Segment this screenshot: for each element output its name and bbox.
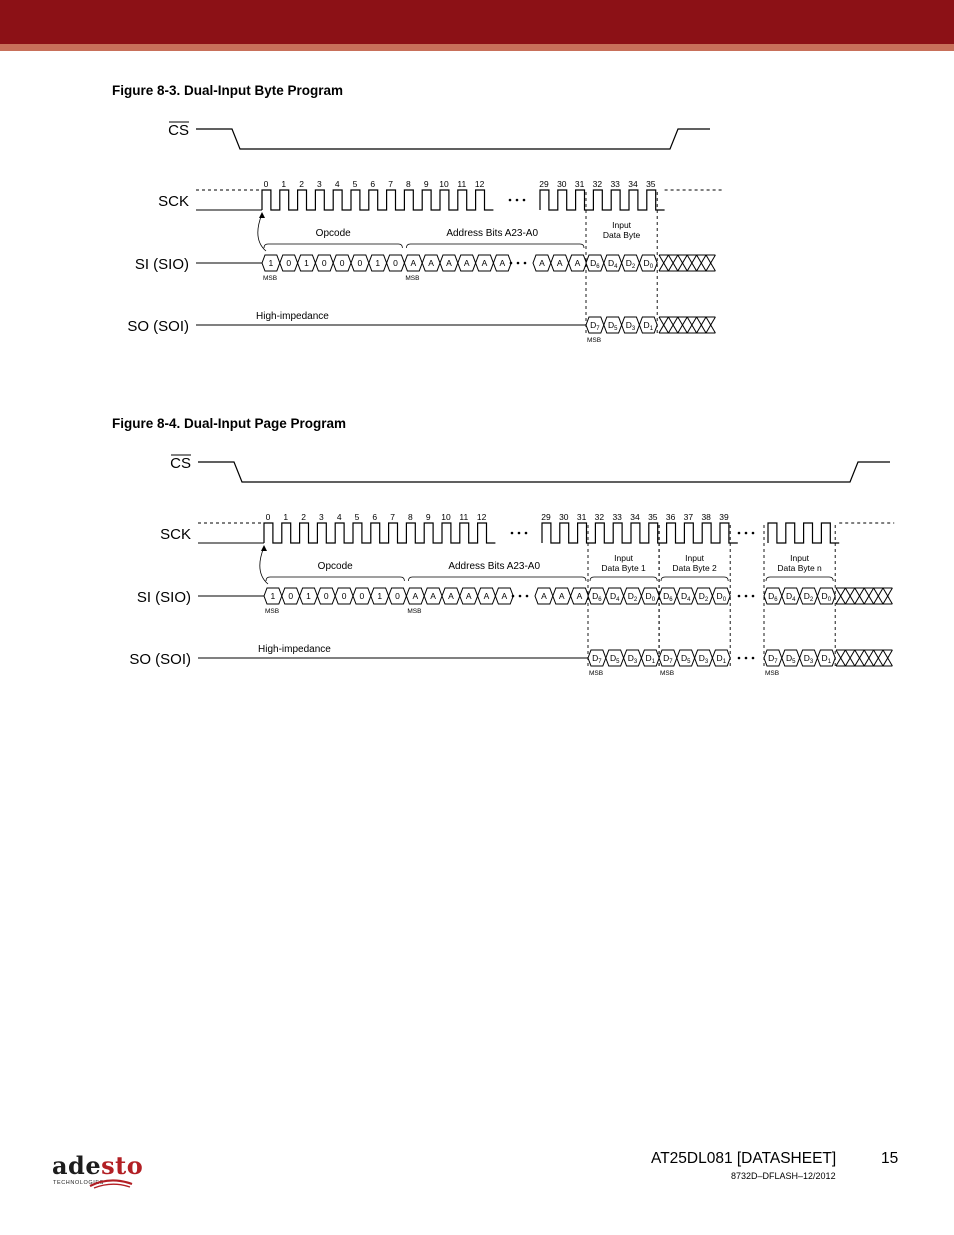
so-dont-care: [864, 650, 873, 666]
so-msb-label: MSB: [764, 670, 780, 677]
so-data-cell-label: $D_7$: [590, 320, 600, 332]
clock-cycle-number: 7: [388, 179, 393, 189]
document-title: AT25DL081 [DATASHEET]: [651, 1150, 837, 1167]
clock-cycle-number: 37: [683, 512, 694, 522]
so-dont-care: [668, 317, 677, 333]
si-data-cell-label: $D_4$: [609, 591, 620, 603]
so-data-cell-label: $D_7$: [592, 653, 602, 665]
sck-clock-group-1: [540, 190, 665, 210]
si-bit-cell-label: A: [465, 591, 472, 601]
si-data-cell-label: $D_6$: [592, 591, 602, 603]
si-bit-cell-label: A: [428, 258, 434, 268]
si-data-cell-label: $D_2$: [803, 591, 814, 603]
sck-clock-group-0: [262, 190, 493, 210]
si-bit-cell-label: A: [558, 591, 565, 601]
si-data-cell-label: $D_0$: [643, 258, 654, 270]
sck-signal-label: SCK: [160, 526, 191, 543]
si-bit-cell-label: A: [430, 591, 436, 601]
opcode-brace: [264, 244, 402, 248]
si-bit-cell-label: A: [499, 258, 506, 268]
si-bit-cell-label: A: [576, 591, 583, 601]
si-bit-cell-label: 0: [357, 258, 363, 268]
so-dont-care: [855, 650, 864, 666]
si-bit-cell-label: 0: [321, 258, 327, 268]
si-ellipsis: [517, 262, 520, 265]
clock-cycle-number: 39: [719, 512, 729, 522]
cs-signal-label: CS: [168, 122, 189, 139]
si-dont-care: [845, 588, 854, 604]
si-bit-cell-label: A: [446, 258, 452, 268]
si-data-cell-label: $D_0$: [716, 591, 727, 603]
so-dont-care: [678, 317, 687, 333]
clock-cycle-number: 12: [474, 179, 485, 189]
si-bit-cell-label: A: [501, 591, 508, 601]
so-data-cell-label: $D_1$: [716, 653, 727, 665]
cs-waveform: [198, 462, 890, 482]
so-signal-label: SO (SOI): [129, 651, 191, 668]
si-bit-cell-label: A: [539, 258, 545, 268]
si-data-cell-label: $D_2$: [698, 591, 709, 603]
si-bit-cell-label: 1: [304, 258, 309, 268]
si-dont-care: [883, 588, 892, 604]
si-bit-cell-label: 1: [375, 258, 381, 268]
address-brace: [406, 244, 584, 248]
so-dont-care: [883, 650, 892, 666]
sck-ellipsis: [518, 532, 521, 535]
si-data-cell-label: $D_0$: [645, 591, 656, 603]
si-ellipsis: [512, 595, 515, 598]
sck-ellipsis: [509, 199, 512, 202]
clock-cycle-number: 38: [701, 512, 711, 522]
clock-cycle-number: 32: [594, 512, 605, 522]
adesto-logo: adesto TECHNOLOGIES: [52, 1151, 144, 1186]
sck-signal-label: SCK: [158, 193, 189, 210]
clock-cycle-number: 33: [612, 512, 622, 522]
clock-cycle-number: 11: [457, 179, 467, 189]
clock-cycle-number: 0: [265, 512, 271, 522]
si-ellipsis: [526, 595, 529, 598]
input-byte-brace: [766, 577, 833, 581]
figure-8-3-title: Figure 8-3. Dual-Input Byte Program: [112, 83, 344, 98]
sck-ellipsis: [516, 199, 519, 202]
si-bit-cell-label: A: [483, 591, 490, 601]
clock-cycle-number: 29: [539, 179, 549, 189]
si-bit-cell-label: A: [448, 591, 454, 601]
opcode-msb-label: MSB: [262, 275, 278, 282]
data-ellipsis: [752, 657, 755, 660]
so-data-cell-label: $D_7$: [663, 653, 673, 665]
cs-waveform: [196, 129, 710, 149]
si-data-cell-label: $D_2$: [625, 258, 636, 270]
si-bit-cell-label: A: [556, 258, 563, 268]
clock-cycle-number: 30: [557, 179, 567, 189]
high-impedance-label: High-impedance: [258, 644, 331, 655]
document-code: 8732D–DFLASH–12/2012: [731, 1171, 836, 1181]
si-dont-care: [836, 588, 845, 604]
clock-cycle-number: 8: [408, 512, 413, 522]
si-signal-label: SI (SIO): [134, 256, 189, 273]
so-data-cell-label: $D_7$: [768, 653, 778, 665]
address-brace: [408, 577, 586, 581]
input-data-byte-label: Input: [790, 553, 810, 563]
clock-cycle-number: 11: [459, 512, 469, 522]
opcode-msb-label: MSB: [264, 608, 280, 615]
address-label: Address Bits A23-A0: [448, 561, 541, 572]
opcode-label: Opcode: [317, 561, 353, 572]
si-dont-care: [874, 588, 883, 604]
so-data-cell-label: $D_3$: [803, 653, 814, 665]
sck-ellipsis: [745, 532, 748, 535]
clock-cycle-number: 6: [370, 179, 376, 189]
page-number: 15: [881, 1150, 899, 1167]
sck-ellipsis: [511, 532, 514, 535]
sck-ellipsis: [738, 532, 741, 535]
clock-cycle-number: 35: [648, 512, 658, 522]
clock-cycle-number: 33: [610, 179, 620, 189]
clock-cycle-number: 3: [319, 512, 324, 522]
clock-cycle-number: 31: [574, 179, 585, 189]
so-data-cell-label: $D_5$: [607, 320, 618, 332]
input-data-byte-label: Data Byte 2: [672, 563, 717, 573]
clock-cycle-number: 10: [439, 179, 449, 189]
so-data-cell-label: $D_1$: [821, 653, 832, 665]
clock-cycle-number: 6: [372, 512, 378, 522]
clock-cycle-number: 34: [628, 179, 638, 189]
address-label: Address Bits A23-A0: [446, 228, 539, 239]
sck-ellipsis: [525, 532, 528, 535]
clock-cycle-number: 29: [541, 512, 551, 522]
data-ellipsis: [738, 595, 741, 598]
si-bit-cell-label: 0: [286, 258, 292, 268]
so-data-cell-label: $D_3$: [625, 320, 636, 332]
input-data-byte-label: Input: [685, 553, 705, 563]
clock-cycle-number: 32: [592, 179, 603, 189]
cs-signal-label: CS: [170, 455, 191, 472]
address-msb-label: MSB: [407, 608, 422, 615]
si-data-cell-label: $D_4$: [785, 591, 796, 603]
so-data-cell-label: $D_3$: [698, 653, 709, 665]
si-bit-cell-label: 0: [393, 258, 398, 268]
si-dont-care: [706, 255, 715, 271]
so-dont-care: [836, 650, 845, 666]
clock-cycle-number: 9: [425, 512, 431, 522]
si-bit-cell-label: A: [481, 258, 488, 268]
clock-cycle-number: 5: [352, 179, 358, 189]
clock-cycle-number: 0: [263, 179, 269, 189]
opcode-brace: [266, 577, 404, 581]
si-dont-care: [668, 255, 677, 271]
clock-cycle-number: 4: [334, 179, 340, 189]
si-bit-cell-label: 0: [359, 591, 365, 601]
si-data-cell-label: $D_6$: [590, 258, 600, 270]
si-dont-care: [678, 255, 687, 271]
input-data-byte-label: Input: [614, 553, 634, 563]
input-byte-brace: [661, 577, 728, 581]
si-bit-cell-label: A: [410, 258, 417, 268]
clock-cycle-number: 35: [646, 179, 656, 189]
clock-cycle-number: 12: [476, 512, 487, 522]
figure-8-4-timing-diagram: [0, 444, 954, 690]
si-bit-cell-label: A: [412, 591, 419, 601]
si-dont-care: [864, 588, 873, 604]
header-bar: [0, 0, 954, 44]
address-msb-label: MSB: [405, 275, 420, 282]
sck-clock-group-2: [768, 523, 839, 543]
so-dont-care: [845, 650, 854, 666]
so-data-cell-label: $D_5$: [609, 653, 620, 665]
data-ellipsis: [745, 657, 748, 660]
si-bit-cell-label: 1: [268, 258, 274, 268]
si-bit-cell-label: 1: [270, 591, 276, 601]
si-signal-label: SI (SIO): [136, 589, 191, 606]
si-bit-cell-label: 0: [341, 591, 347, 601]
header-stripe: [0, 44, 954, 51]
si-bit-cell-label: 0: [339, 258, 345, 268]
si-ellipsis: [510, 262, 513, 265]
sck-clock-group-1: [542, 523, 738, 543]
clock-cycle-number: 3: [317, 179, 322, 189]
opcode-label: Opcode: [315, 228, 351, 239]
so-data-cell-label: $D_1$: [643, 320, 654, 332]
sck-clock-group-0: [264, 523, 495, 543]
so-data-cell-label: $D_1$: [645, 653, 656, 665]
clock-cycle-number: 1: [281, 179, 287, 189]
figure-8-4-title: Figure 8-4. Dual-Input Page Program: [112, 416, 347, 431]
sck-ellipsis: [523, 199, 526, 202]
si-ellipsis: [524, 262, 527, 265]
input-byte-brace: [590, 577, 657, 581]
clock-cycle-number: 9: [423, 179, 429, 189]
high-impedance-label: High-impedance: [256, 311, 329, 322]
si-bit-cell-label: 1: [306, 591, 311, 601]
si-bit-cell-label: A: [574, 258, 581, 268]
clock-cycle-number: 10: [441, 512, 451, 522]
clock-cycle-number: 7: [390, 512, 395, 522]
clock-cycle-number: 1: [283, 512, 289, 522]
si-dont-care: [855, 588, 864, 604]
si-bit-cell-label: A: [541, 591, 547, 601]
so-dont-care: [874, 650, 883, 666]
clock-cycle-number: 34: [630, 512, 640, 522]
sck-ellipsis: [752, 532, 755, 535]
si-data-cell-label: $D_6$: [663, 591, 673, 603]
si-bit-cell-label: 0: [323, 591, 329, 601]
clock-cycle-number: 2: [299, 179, 304, 189]
si-dont-care: [697, 255, 706, 271]
si-data-cell-label: $D_0$: [821, 591, 832, 603]
clock-cycle-number: 36: [665, 512, 676, 522]
data-ellipsis: [738, 657, 741, 660]
input-data-byte-label: Data Byte: [602, 230, 641, 240]
data-ellipsis: [745, 595, 748, 598]
figure-8-3-timing-diagram: [0, 110, 954, 360]
si-data-cell-label: $D_4$: [607, 258, 618, 270]
si-bit-cell-label: A: [463, 258, 470, 268]
so-dont-care: [687, 317, 696, 333]
input-data-byte-label: Data Byte n: [777, 563, 822, 573]
so-data-cell-label: $D_5$: [785, 653, 796, 665]
so-signal-label: SO (SOI): [127, 318, 189, 335]
so-msb-label: MSB: [586, 337, 602, 344]
so-dont-care: [706, 317, 715, 333]
si-bit-cell-label: 1: [377, 591, 383, 601]
si-bit-cell-label: 0: [395, 591, 400, 601]
so-dont-care: [659, 317, 668, 333]
input-data-byte-label: Data Byte 1: [601, 563, 646, 573]
data-ellipsis: [752, 595, 755, 598]
so-data-cell-label: $D_5$: [680, 653, 691, 665]
si-dont-care: [659, 255, 668, 271]
clock-cycle-number: 2: [301, 512, 306, 522]
clock-cycle-number: 8: [406, 179, 411, 189]
clock-cycle-number: 30: [559, 512, 569, 522]
clock-arrow-head: [259, 212, 265, 218]
so-msb-label: MSB: [659, 670, 675, 677]
si-data-cell-label: $D_4$: [680, 591, 691, 603]
clock-cycle-number: 4: [336, 512, 342, 522]
clock-arrow-head: [261, 545, 267, 551]
clock-cycle-number: 31: [576, 512, 587, 522]
so-msb-label: MSB: [588, 670, 604, 677]
so-data-cell-label: $D_3$: [627, 653, 638, 665]
si-bit-cell-label: 0: [288, 591, 294, 601]
so-dont-care: [697, 317, 706, 333]
si-data-cell-label: $D_2$: [627, 591, 638, 603]
si-dont-care: [687, 255, 696, 271]
si-ellipsis: [519, 595, 522, 598]
input-data-byte-label: Input: [612, 220, 632, 230]
si-data-cell-label: $D_6$: [768, 591, 778, 603]
clock-cycle-number: 5: [354, 512, 360, 522]
